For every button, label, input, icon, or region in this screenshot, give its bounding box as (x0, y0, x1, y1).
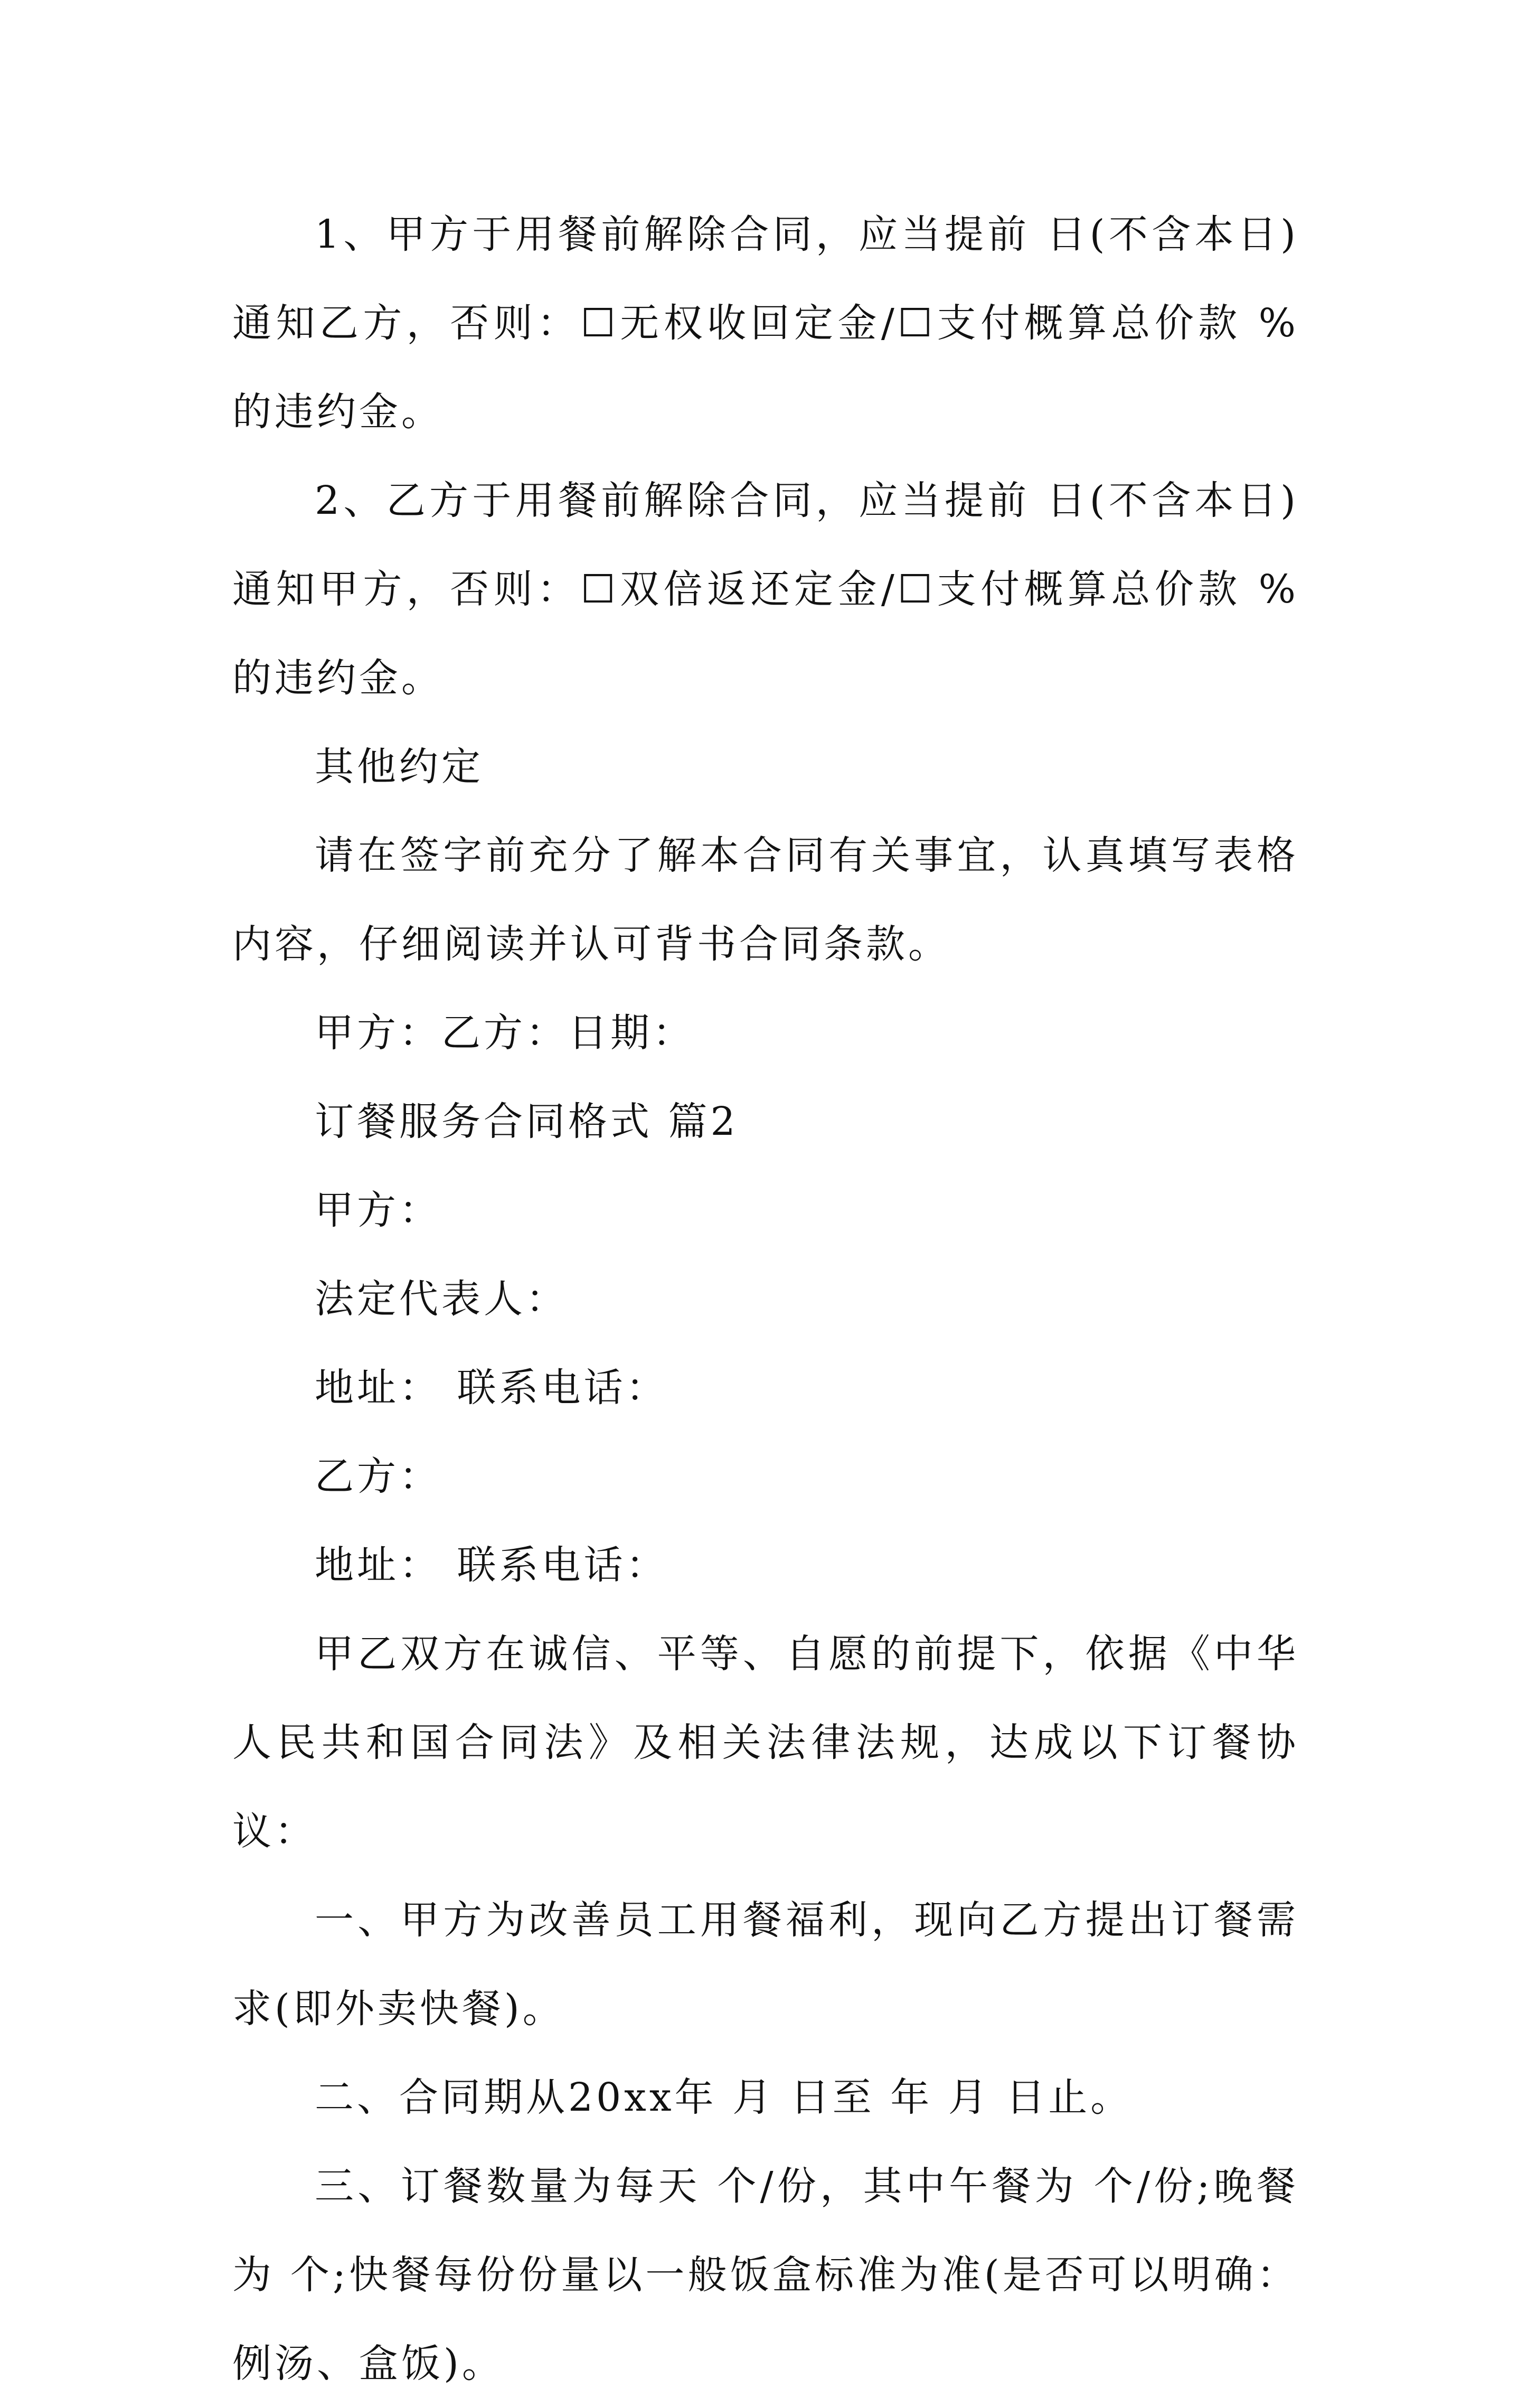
other-agreements-heading: 其他约定 (315, 744, 484, 789)
party-a-address-phone: 地址： 联系电话： (315, 1365, 668, 1410)
clause-party-b-termination: 2、乙方于用餐前解除合同，应当提前 日(不含本日)通知甲方，否则：☐双倍返还定金/☐支付概算总价款 %的违约金。 (232, 478, 1299, 701)
clause-one: 一、甲方为改善员工用餐福利，现向乙方提出订餐需求(即外卖快餐)。 (232, 1897, 1299, 2031)
party-b-field: 乙方： (315, 1454, 441, 1499)
signature-line: 甲方：乙方：日期： (315, 1010, 695, 1056)
clause-two: 二、合同期从20xx年 月 日至 年 月 日止。 (315, 2075, 1133, 2120)
legal-representative-field: 法定代表人： (315, 1276, 568, 1322)
section-title: 订餐服务合同格式 篇2 (315, 1099, 739, 1144)
agreement-preamble: 甲乙双方在诚信、平等、自愿的前提下，依据《中华人民共和国合同法》及相关法律法规，达成以下订餐协议： (232, 1631, 1299, 1854)
clause-party-a-termination: 1、甲方于用餐前解除合同，应当提前 日(不含本日)通知乙方，否则：☐无权收回定金/☐支付概算总价款 %的违约金。 (232, 212, 1299, 435)
document-body (232, 190, 1299, 2408)
party-b-address-phone: 地址： 联系电话： (315, 1542, 668, 1588)
party-a-field: 甲方： (315, 1188, 441, 1233)
clause-three: 三、订餐数量为每天 个/份，其中午餐为 个/份;晚餐为 个;快餐每份份量以一般饭盒标准为准(是否可以明确：例汤、盒饭)。 (232, 2164, 1299, 2386)
signing-notice: 请在签字前充分了解本合同有关事宜，认真填写表格内容，仔细阅读并认可背书合同条款。 (232, 833, 1299, 967)
